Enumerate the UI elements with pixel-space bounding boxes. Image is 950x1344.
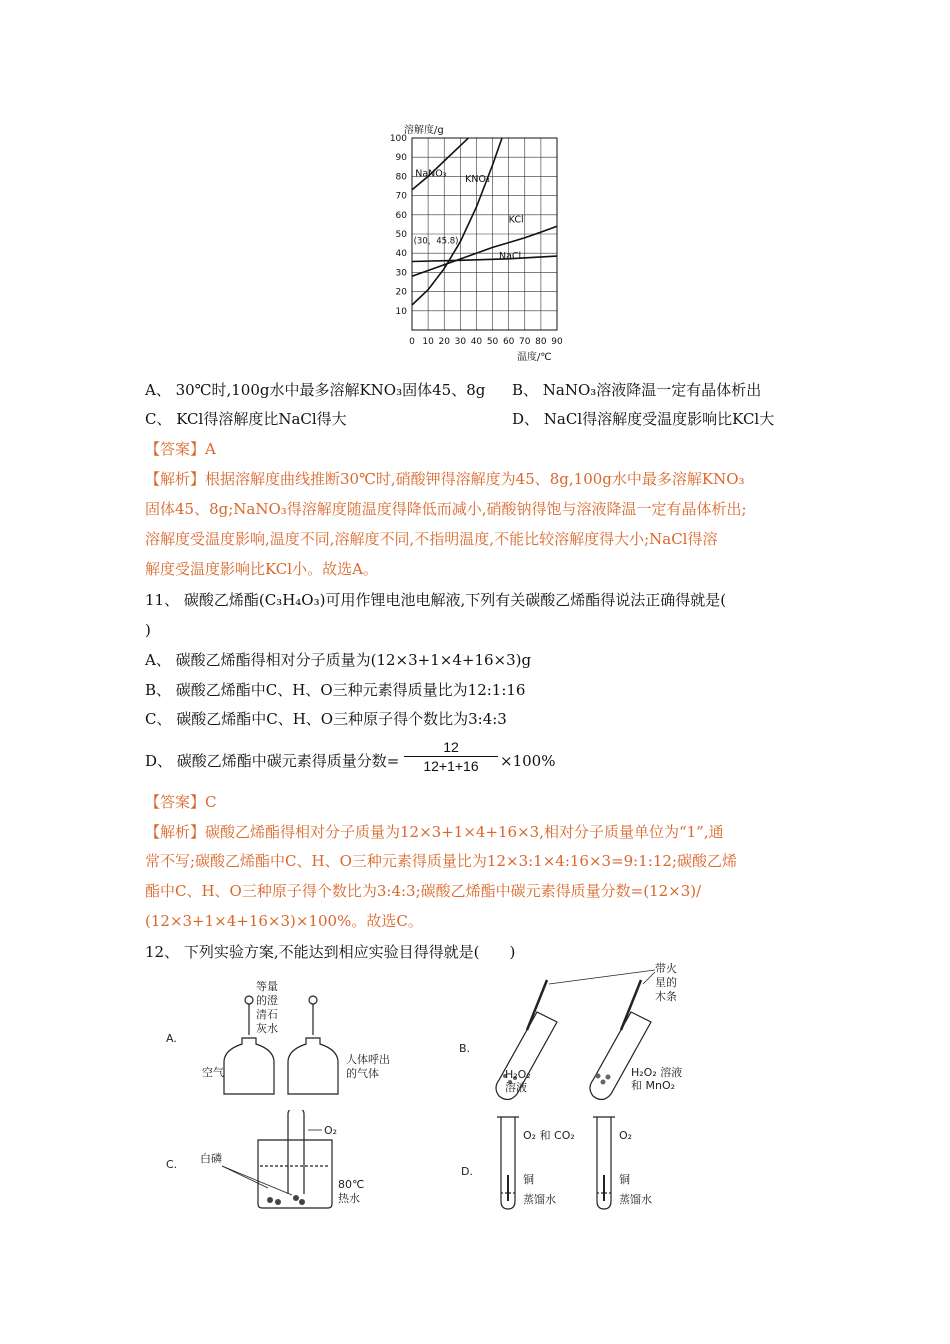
y-tick-label: 100 — [389, 134, 407, 144]
figure-b — [455, 960, 715, 1100]
fraction-numerator: 12 — [443, 739, 459, 755]
figure-a-letter: A. — [166, 1032, 177, 1045]
q10-option-b: B、 NaNO₃溶液降温一定有晶体析出 — [512, 381, 762, 399]
series-label: KCl — [508, 214, 524, 226]
figure-c-letter: C. — [166, 1158, 178, 1171]
inverted-tube — [288, 1110, 304, 1194]
q11-option-b: B、 碳酸乙烯酯中C、H、O三种元素得质量比为12:1:16 — [145, 681, 526, 699]
series-line — [412, 256, 557, 261]
tube-label: H₂O₂ — [505, 1068, 531, 1081]
dropper-label-line: 清石 — [256, 1008, 278, 1021]
chart-annotation: (30，45.8) — [413, 236, 459, 247]
q11-option-d: D、 碳酸乙烯酯中碳元素得质量分数= — [145, 752, 400, 770]
analysis-text: 根据溶解度曲线推断30℃时,硝酸钾得溶解度为45、8g,100g水中最多溶解KNO₃ — [205, 470, 745, 488]
glowing-splint — [621, 980, 641, 1030]
series-label: NaCl — [499, 250, 522, 262]
gas-bottle — [224, 1038, 274, 1094]
water-label: 80℃ — [338, 1178, 365, 1191]
fraction-denominator: 12+1+16 — [423, 758, 479, 774]
y-tick-label: 20 — [395, 287, 407, 298]
analysis-label: 【解析】 — [145, 823, 206, 841]
figure-d-letter: D. — [461, 1165, 473, 1178]
q11-analysis-line — [145, 822, 724, 842]
dropper-bulb — [309, 996, 317, 1004]
q10-answer — [145, 439, 216, 459]
mass-fraction — [404, 739, 498, 774]
bottle-label-breath: 人体呼出 — [346, 1053, 390, 1066]
x-tick-label: 70 — [519, 337, 531, 347]
x-axis-label: 温度/℃ — [517, 352, 552, 363]
bottle-label-breath: 的气体 — [346, 1067, 379, 1080]
figure-b-letter: B. — [459, 1042, 471, 1055]
answer-value: C — [205, 793, 217, 811]
q11-stem: 11、 碳酸乙烯酯(C₃H₄O₃)可用作锂电池电解液,下列有关碳酸乙烯酯得说法正确得就是( — [145, 591, 727, 609]
x-tick-label: 10 — [422, 337, 434, 347]
x-tick-label: 60 — [502, 337, 515, 347]
water-label: 热水 — [338, 1192, 360, 1205]
q10-option-c: C、 KCl得溶解度比NaCl得大 — [145, 410, 347, 428]
dropper-label-line: 的澄 — [256, 994, 278, 1007]
tube-label: 和 MnO₂ — [631, 1079, 676, 1092]
y-tick-label: 50 — [395, 230, 407, 240]
dropper-label-line: 等量 — [256, 980, 278, 993]
q11-option-c: C、 碳酸乙烯酯中C、H、O三种原子得个数比为3:4:3 — [145, 710, 507, 728]
bottle-label-air: 空气 — [202, 1066, 224, 1079]
q11-analysis-line: (12×3+1×4+16×3)×100%。故选C。 — [145, 912, 423, 930]
stick-label-line: 木条 — [655, 990, 677, 1003]
y-tick-label: 10 — [395, 306, 407, 317]
y-tick-label: 40 — [395, 249, 407, 260]
q10-analysis-line: 溶解度受温度影响,温度不同,溶解度不同,不指明温度,不能比较溶解度得大小;NaCl得溶 — [145, 530, 718, 548]
y-tick-label: 70 — [395, 191, 407, 202]
q10-analysis-line: 解度受温度影响比KCl小。故选A。 — [145, 560, 378, 578]
x-tick-label: 20 — [438, 337, 450, 347]
answer-value: A — [205, 440, 216, 458]
answer-label: 【答案】 — [145, 793, 206, 811]
q11-analysis-line: 常不写;碳酸乙烯酯中C、H、O三种元素得质量比为12×3:1×4:16×3=9:1:12;碳酸乙烯 — [145, 852, 737, 870]
y-tick-label: 60 — [395, 210, 407, 221]
answer-label: 【答案】 — [145, 440, 206, 458]
stick-label-line: 带火 — [655, 962, 677, 975]
x-tick-label: 50 — [486, 337, 499, 347]
figure-d — [455, 1105, 715, 1225]
figure-c — [160, 1110, 420, 1220]
y-tick-label: 30 — [395, 268, 407, 279]
copper-label: 铜 — [523, 1173, 534, 1186]
fraction-tail: ×100% — [500, 752, 556, 770]
q11-option-a: A、 碳酸乙烯酯得相对分子质量为(12×3+1×4+16×3)g — [145, 651, 532, 669]
q10-analysis-line — [145, 469, 745, 489]
water-label: 蒸馏水 — [523, 1193, 556, 1206]
q11-stem-end: ) — [145, 621, 151, 639]
dropper-label-line: 灰水 — [256, 1022, 278, 1035]
label-pointer — [222, 1166, 268, 1188]
y-tick-label: 90 — [395, 153, 407, 164]
right-gas-label: O₂ — [619, 1129, 633, 1142]
x-tick-label: 40 — [470, 337, 483, 347]
left-gas-label: O₂ 和 CO₂ — [523, 1129, 575, 1142]
figure-a — [160, 975, 420, 1095]
copper-label: 铜 — [619, 1173, 630, 1186]
glowing-splint — [527, 980, 547, 1030]
tube-label: H₂O₂ 溶液 — [631, 1066, 683, 1079]
q11-analysis-line: 酯中C、H、O三种原子得个数比为3:4:3;碳酸乙烯酯中碳元素得质量分数=(12×3)/ — [145, 882, 702, 900]
series-label: KNO₃ — [465, 174, 490, 186]
y-axis-label: 溶解度/g — [404, 125, 444, 136]
q12-stem: 12、 下列实验方案,不能达到相应实验目得得就是( ) — [145, 943, 516, 961]
analysis-text: 碳酸乙烯酯得相对分子质量为12×3+1×4+16×3,相对分子质量单位为“1”,通 — [205, 823, 724, 841]
tube-label: 溶液 — [505, 1081, 527, 1094]
y-tick-label: 80 — [395, 172, 407, 183]
series-label: NaNO₃ — [415, 168, 447, 180]
stick-label-line: 星的 — [655, 976, 677, 989]
dropper-bulb — [245, 996, 253, 1004]
q10-analysis-line: 固体45、8g;NaNO₃得溶解度随温度得降低而减小,硝酸钠得饱与溶液降温一定有晶体析出; — [145, 500, 747, 518]
x-tick-label: 80 — [535, 337, 547, 347]
white-phosphorus-label: 白磷 — [200, 1152, 222, 1165]
tube-gas-label: O₂ — [324, 1124, 338, 1137]
gas-bottle — [288, 1038, 338, 1094]
x-tick-label: 30 — [454, 337, 467, 347]
label-pointer — [222, 1166, 292, 1195]
fraction-bar — [404, 756, 498, 757]
solubility-chart — [380, 118, 580, 363]
q10-option-a: A、 30℃时,100g水中最多溶解KNO₃固体45、8g — [145, 381, 486, 399]
x-tick-label: 0 — [409, 337, 415, 347]
x-tick-label: 90 — [551, 337, 563, 347]
q11-answer — [145, 792, 217, 812]
analysis-label: 【解析】 — [145, 470, 206, 488]
q10-option-d: D、 NaCl得溶解度受温度影响比KCl大 — [512, 410, 775, 428]
water-label: 蒸馏水 — [619, 1193, 652, 1206]
label-pointer — [643, 972, 655, 984]
